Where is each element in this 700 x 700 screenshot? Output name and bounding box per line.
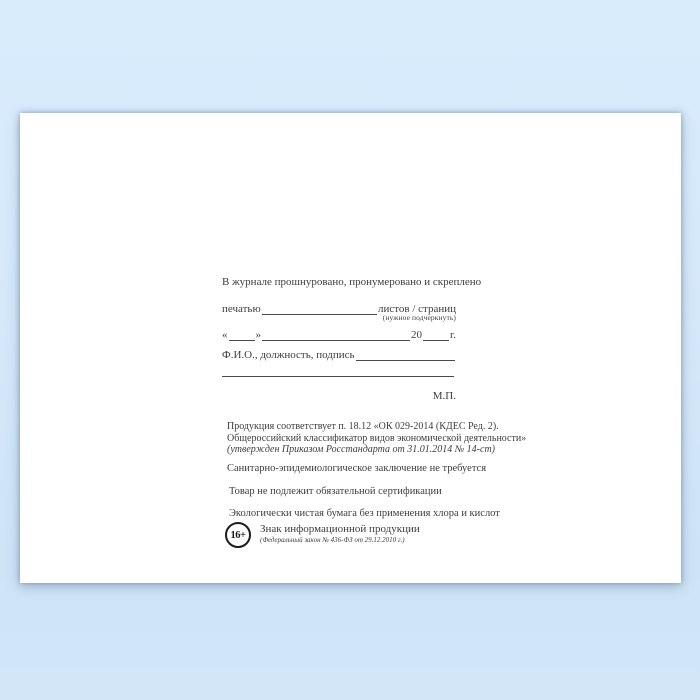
stamp-label: М.П. <box>432 390 456 402</box>
compliance-line-2: Общероссийский классификатор видов экономической деятельности» <box>227 432 527 444</box>
date-row <box>222 327 456 341</box>
day-fill-line <box>229 329 255 341</box>
age-16plus-badge-icon: 16+ <box>225 522 251 548</box>
compliance-line-1: Продукция соответствует п. 18.12 «ОК 029-2014 (КДЕС Ред. 2). <box>227 421 499 432</box>
info-product-law: (Федеральный закон № 436-ФЗ от 29.12.2010 г.) <box>260 536 405 544</box>
signature-label: Ф.И.О., должность, подпись <box>222 349 355 361</box>
paper-sheet <box>20 113 681 583</box>
signature-row <box>222 347 456 361</box>
seal-label: печатью <box>222 303 261 315</box>
signature-fill-line <box>356 349 455 361</box>
underline-note: (нужное подчеркнуть) <box>382 313 456 322</box>
month-fill-line <box>262 329 410 341</box>
year-fill-line <box>423 329 449 341</box>
statement-certification: Товар не подлежит обязательной сертификации <box>229 486 442 497</box>
quote-close: » <box>255 329 261 341</box>
statement-sanitary: Санитарно-эпидемиологическое заключение не требуется <box>227 463 487 474</box>
info-product-mark <box>260 523 420 544</box>
info-product-title: Знак информационной продукции <box>260 523 420 535</box>
compliance-paragraph <box>227 421 527 456</box>
sheets-pages-label: листов / страниц <box>377 303 456 315</box>
statement-eco-paper: Экологически чистая бумага без применения хлора и кислот <box>229 508 500 519</box>
form-intro-line: В журнале прошнуровано, пронумеровано и скреплено <box>222 276 482 288</box>
full-fill-line <box>222 366 454 377</box>
year-suffix: г. <box>449 329 456 341</box>
compliance-line-3: (утвержден Приказом Росстандарта от 31.01.2014 № 14-ст) <box>227 444 495 455</box>
quote-open: « <box>222 329 228 341</box>
year-prefix: 20 <box>410 329 422 341</box>
